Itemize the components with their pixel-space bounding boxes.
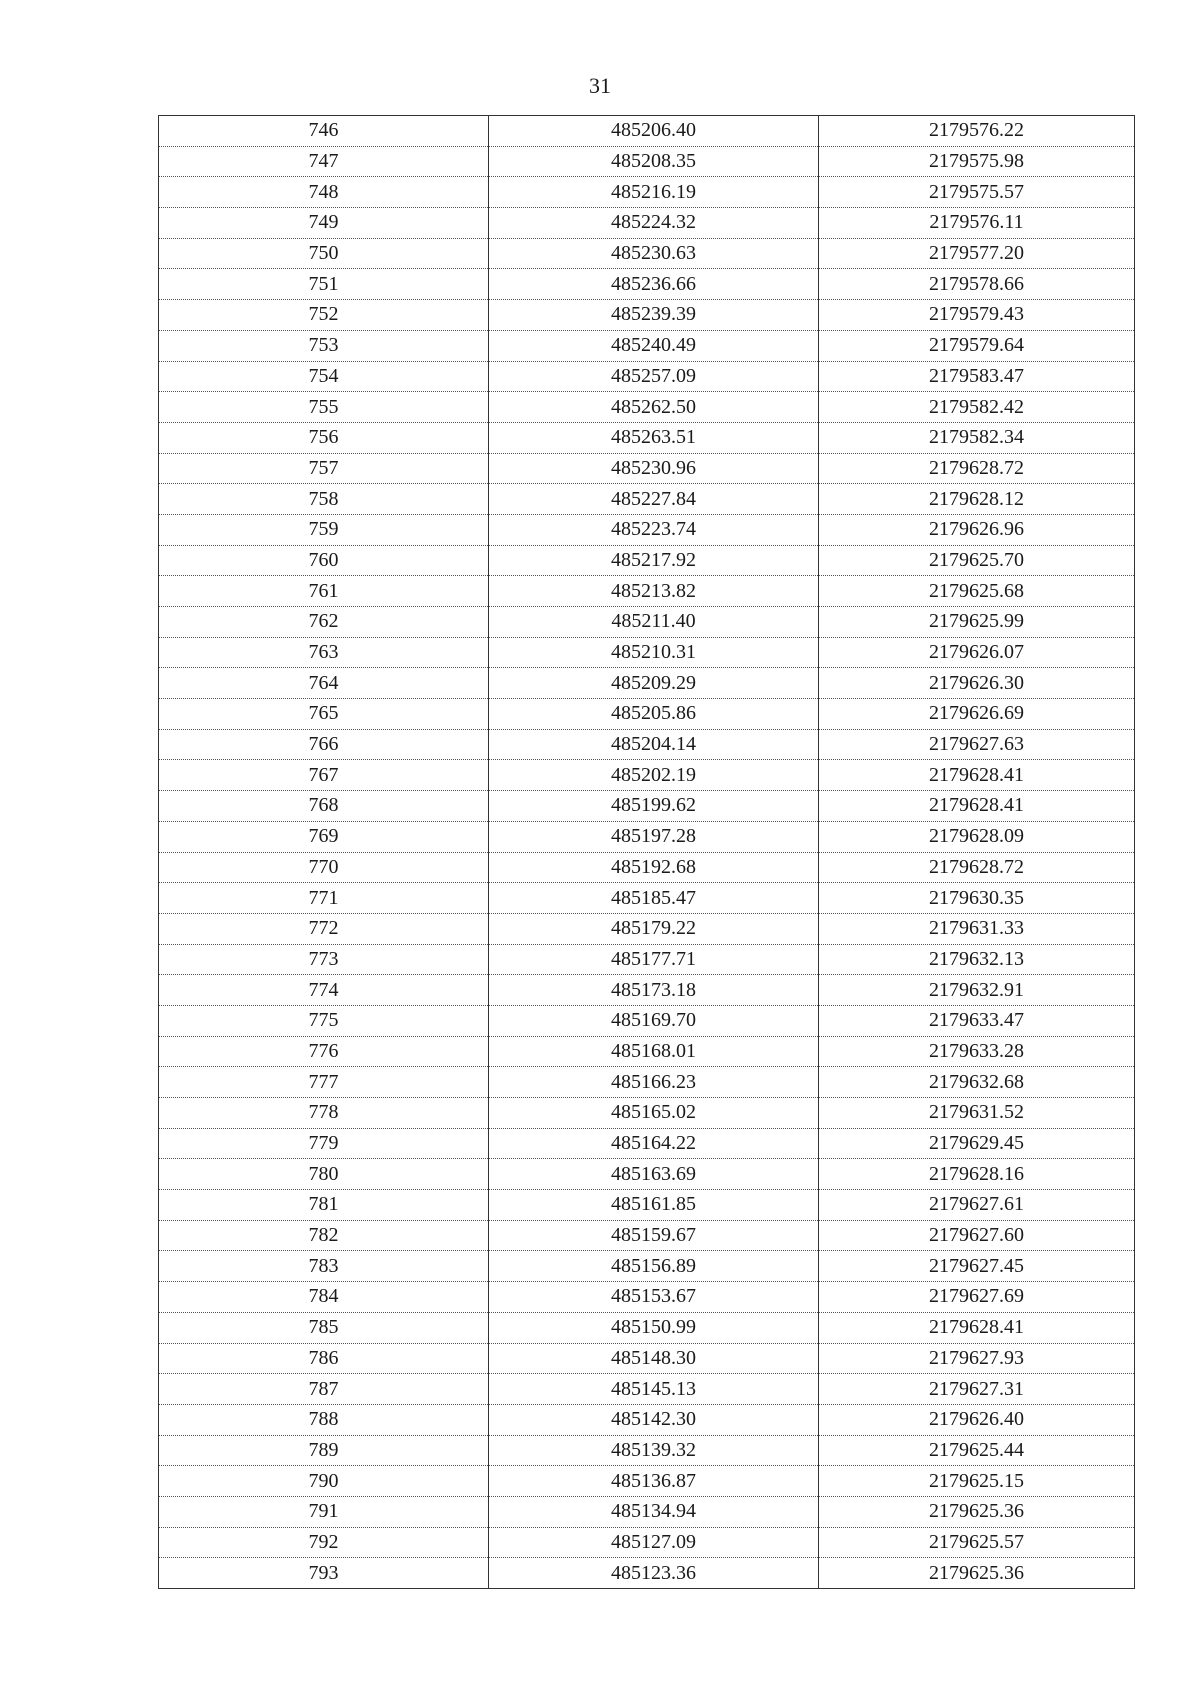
table-row xyxy=(159,330,1135,361)
table-row xyxy=(159,208,1135,239)
point-number-cell: 785 xyxy=(159,1312,489,1343)
x-coordinate-cell: 485150.99 xyxy=(489,1312,819,1343)
x-coordinate-cell: 485139.32 xyxy=(489,1435,819,1466)
point-number-cell: 756 xyxy=(159,422,489,453)
x-coordinate-cell: 485177.71 xyxy=(489,944,819,975)
y-coordinate-cell: 2179632.91 xyxy=(819,975,1135,1006)
y-coordinate-cell: 2179625.44 xyxy=(819,1435,1135,1466)
point-number-cell: 779 xyxy=(159,1128,489,1159)
x-coordinate-cell: 485127.09 xyxy=(489,1527,819,1558)
point-number-cell: 784 xyxy=(159,1282,489,1313)
table-row xyxy=(159,637,1135,668)
x-coordinate-cell: 485123.36 xyxy=(489,1558,819,1589)
x-coordinate-cell: 485263.51 xyxy=(489,422,819,453)
x-coordinate-cell: 485230.63 xyxy=(489,238,819,269)
point-number-cell: 786 xyxy=(159,1343,489,1374)
x-coordinate-cell: 485205.86 xyxy=(489,699,819,730)
table-row xyxy=(159,1527,1135,1558)
y-coordinate-cell: 2179628.09 xyxy=(819,821,1135,852)
y-coordinate-cell: 2179630.35 xyxy=(819,883,1135,914)
point-number-cell: 765 xyxy=(159,699,489,730)
point-number-cell: 764 xyxy=(159,668,489,699)
table-row xyxy=(159,361,1135,392)
table-row xyxy=(159,760,1135,791)
y-coordinate-cell: 2179582.42 xyxy=(819,392,1135,423)
coordinates-table xyxy=(158,115,1135,1589)
y-coordinate-cell: 2179626.30 xyxy=(819,668,1135,699)
point-number-cell: 763 xyxy=(159,637,489,668)
point-number-cell: 771 xyxy=(159,883,489,914)
x-coordinate-cell: 485153.67 xyxy=(489,1282,819,1313)
y-coordinate-cell: 2179627.61 xyxy=(819,1190,1135,1221)
table-row xyxy=(159,238,1135,269)
x-coordinate-cell: 485209.29 xyxy=(489,668,819,699)
table-row xyxy=(159,1036,1135,1067)
table-row xyxy=(159,576,1135,607)
point-number-cell: 775 xyxy=(159,1005,489,1036)
x-coordinate-cell: 485134.94 xyxy=(489,1496,819,1527)
x-coordinate-cell: 485165.02 xyxy=(489,1098,819,1129)
x-coordinate-cell: 485161.85 xyxy=(489,1190,819,1221)
point-number-cell: 760 xyxy=(159,545,489,576)
x-coordinate-cell: 485166.23 xyxy=(489,1067,819,1098)
x-coordinate-cell: 485185.47 xyxy=(489,883,819,914)
y-coordinate-cell: 2179628.12 xyxy=(819,484,1135,515)
point-number-cell: 767 xyxy=(159,760,489,791)
table-row xyxy=(159,300,1135,331)
y-coordinate-cell: 2179633.28 xyxy=(819,1036,1135,1067)
x-coordinate-cell: 485173.18 xyxy=(489,975,819,1006)
table-row xyxy=(159,514,1135,545)
x-coordinate-cell: 485164.22 xyxy=(489,1128,819,1159)
y-coordinate-cell: 2179628.41 xyxy=(819,791,1135,822)
table-row xyxy=(159,269,1135,300)
x-coordinate-cell: 485159.67 xyxy=(489,1220,819,1251)
y-coordinate-cell: 2179626.40 xyxy=(819,1404,1135,1435)
y-coordinate-cell: 2179625.15 xyxy=(819,1466,1135,1497)
y-coordinate-cell: 2179629.45 xyxy=(819,1128,1135,1159)
table-row xyxy=(159,1098,1135,1129)
y-coordinate-cell: 2179626.07 xyxy=(819,637,1135,668)
y-coordinate-cell: 2179628.41 xyxy=(819,760,1135,791)
x-coordinate-cell: 485148.30 xyxy=(489,1343,819,1374)
point-number-cell: 768 xyxy=(159,791,489,822)
table-row xyxy=(159,484,1135,515)
table-row xyxy=(159,852,1135,883)
x-coordinate-cell: 485136.87 xyxy=(489,1466,819,1497)
y-coordinate-cell: 2179575.98 xyxy=(819,146,1135,177)
table-row xyxy=(159,177,1135,208)
coordinates-table-body xyxy=(159,116,1135,1589)
table-row xyxy=(159,913,1135,944)
x-coordinate-cell: 485142.30 xyxy=(489,1404,819,1435)
x-coordinate-cell: 485192.68 xyxy=(489,852,819,883)
y-coordinate-cell: 2179626.96 xyxy=(819,514,1135,545)
table-row xyxy=(159,1466,1135,1497)
point-number-cell: 781 xyxy=(159,1190,489,1221)
point-number-cell: 755 xyxy=(159,392,489,423)
y-coordinate-cell: 2179628.72 xyxy=(819,453,1135,484)
page-number: 31 xyxy=(589,73,611,98)
point-number-cell: 776 xyxy=(159,1036,489,1067)
table-row xyxy=(159,1496,1135,1527)
point-number-cell: 774 xyxy=(159,975,489,1006)
y-coordinate-cell: 2179627.45 xyxy=(819,1251,1135,1282)
table-row xyxy=(159,1374,1135,1405)
table-row xyxy=(159,392,1135,423)
x-coordinate-cell: 485202.19 xyxy=(489,760,819,791)
point-number-cell: 788 xyxy=(159,1404,489,1435)
x-coordinate-cell: 485163.69 xyxy=(489,1159,819,1190)
point-number-cell: 746 xyxy=(159,116,489,147)
x-coordinate-cell: 485216.19 xyxy=(489,177,819,208)
table-row xyxy=(159,1312,1135,1343)
point-number-cell: 792 xyxy=(159,1527,489,1558)
table-row xyxy=(159,1558,1135,1589)
x-coordinate-cell: 485240.49 xyxy=(489,330,819,361)
table-row xyxy=(159,1404,1135,1435)
y-coordinate-cell: 2179578.66 xyxy=(819,269,1135,300)
x-coordinate-cell: 485257.09 xyxy=(489,361,819,392)
x-coordinate-cell: 485179.22 xyxy=(489,913,819,944)
table-row xyxy=(159,1190,1135,1221)
x-coordinate-cell: 485208.35 xyxy=(489,146,819,177)
y-coordinate-cell: 2179627.69 xyxy=(819,1282,1135,1313)
x-coordinate-cell: 485230.96 xyxy=(489,453,819,484)
y-coordinate-cell: 2179575.57 xyxy=(819,177,1135,208)
x-coordinate-cell: 485236.66 xyxy=(489,269,819,300)
table-row xyxy=(159,453,1135,484)
point-number-cell: 783 xyxy=(159,1251,489,1282)
y-coordinate-cell: 2179631.52 xyxy=(819,1098,1135,1129)
point-number-cell: 782 xyxy=(159,1220,489,1251)
x-coordinate-cell: 485197.28 xyxy=(489,821,819,852)
point-number-cell: 750 xyxy=(159,238,489,269)
table-row xyxy=(159,944,1135,975)
point-number-cell: 790 xyxy=(159,1466,489,1497)
y-coordinate-cell: 2179628.72 xyxy=(819,852,1135,883)
table-row xyxy=(159,1128,1135,1159)
x-coordinate-cell: 485168.01 xyxy=(489,1036,819,1067)
y-coordinate-cell: 2179632.13 xyxy=(819,944,1135,975)
x-coordinate-cell: 485211.40 xyxy=(489,607,819,638)
table-row xyxy=(159,1159,1135,1190)
table-row xyxy=(159,146,1135,177)
point-number-cell: 751 xyxy=(159,269,489,300)
point-number-cell: 787 xyxy=(159,1374,489,1405)
point-number-cell: 762 xyxy=(159,607,489,638)
y-coordinate-cell: 2179627.63 xyxy=(819,729,1135,760)
point-number-cell: 749 xyxy=(159,208,489,239)
point-number-cell: 748 xyxy=(159,177,489,208)
point-number-cell: 778 xyxy=(159,1098,489,1129)
x-coordinate-cell: 485239.39 xyxy=(489,300,819,331)
x-coordinate-cell: 485210.31 xyxy=(489,637,819,668)
y-coordinate-cell: 2179625.57 xyxy=(819,1527,1135,1558)
y-coordinate-cell: 2179579.64 xyxy=(819,330,1135,361)
point-number-cell: 758 xyxy=(159,484,489,515)
y-coordinate-cell: 2179627.93 xyxy=(819,1343,1135,1374)
point-number-cell: 752 xyxy=(159,300,489,331)
table-row xyxy=(159,1220,1135,1251)
y-coordinate-cell: 2179625.68 xyxy=(819,576,1135,607)
point-number-cell: 777 xyxy=(159,1067,489,1098)
y-coordinate-cell: 2179576.22 xyxy=(819,116,1135,147)
table-row xyxy=(159,545,1135,576)
x-coordinate-cell: 485224.32 xyxy=(489,208,819,239)
table-row xyxy=(159,1435,1135,1466)
x-coordinate-cell: 485223.74 xyxy=(489,514,819,545)
y-coordinate-cell: 2179582.34 xyxy=(819,422,1135,453)
point-number-cell: 766 xyxy=(159,729,489,760)
table-row xyxy=(159,821,1135,852)
y-coordinate-cell: 2179628.41 xyxy=(819,1312,1135,1343)
x-coordinate-cell: 485217.92 xyxy=(489,545,819,576)
point-number-cell: 770 xyxy=(159,852,489,883)
table-row xyxy=(159,729,1135,760)
y-coordinate-cell: 2179625.70 xyxy=(819,545,1135,576)
table-row xyxy=(159,699,1135,730)
y-coordinate-cell: 2179583.47 xyxy=(819,361,1135,392)
x-coordinate-cell: 485204.14 xyxy=(489,729,819,760)
point-number-cell: 754 xyxy=(159,361,489,392)
point-number-cell: 773 xyxy=(159,944,489,975)
y-coordinate-cell: 2179625.36 xyxy=(819,1496,1135,1527)
x-coordinate-cell: 485145.13 xyxy=(489,1374,819,1405)
table-row xyxy=(159,1251,1135,1282)
x-coordinate-cell: 485227.84 xyxy=(489,484,819,515)
x-coordinate-cell: 485213.82 xyxy=(489,576,819,607)
table-row xyxy=(159,607,1135,638)
y-coordinate-cell: 2179577.20 xyxy=(819,238,1135,269)
point-number-cell: 757 xyxy=(159,453,489,484)
x-coordinate-cell: 485262.50 xyxy=(489,392,819,423)
point-number-cell: 761 xyxy=(159,576,489,607)
table-row xyxy=(159,422,1135,453)
x-coordinate-cell: 485169.70 xyxy=(489,1005,819,1036)
table-row xyxy=(159,791,1135,822)
y-coordinate-cell: 2179576.11 xyxy=(819,208,1135,239)
point-number-cell: 753 xyxy=(159,330,489,361)
point-number-cell: 772 xyxy=(159,913,489,944)
table-row xyxy=(159,1005,1135,1036)
table-row xyxy=(159,883,1135,914)
y-coordinate-cell: 2179627.60 xyxy=(819,1220,1135,1251)
x-coordinate-cell: 485206.40 xyxy=(489,116,819,147)
y-coordinate-cell: 2179633.47 xyxy=(819,1005,1135,1036)
point-number-cell: 747 xyxy=(159,146,489,177)
point-number-cell: 759 xyxy=(159,514,489,545)
y-coordinate-cell: 2179632.68 xyxy=(819,1067,1135,1098)
table-row xyxy=(159,1282,1135,1313)
point-number-cell: 789 xyxy=(159,1435,489,1466)
y-coordinate-cell: 2179625.99 xyxy=(819,607,1135,638)
y-coordinate-cell: 2179579.43 xyxy=(819,300,1135,331)
y-coordinate-cell: 2179625.36 xyxy=(819,1558,1135,1589)
table-row xyxy=(159,1067,1135,1098)
table-row xyxy=(159,1343,1135,1374)
y-coordinate-cell: 2179631.33 xyxy=(819,913,1135,944)
y-coordinate-cell: 2179628.16 xyxy=(819,1159,1135,1190)
table-row xyxy=(159,116,1135,147)
x-coordinate-cell: 485199.62 xyxy=(489,791,819,822)
point-number-cell: 791 xyxy=(159,1496,489,1527)
x-coordinate-cell: 485156.89 xyxy=(489,1251,819,1282)
point-number-cell: 780 xyxy=(159,1159,489,1190)
y-coordinate-cell: 2179627.31 xyxy=(819,1374,1135,1405)
table-row xyxy=(159,668,1135,699)
point-number-cell: 793 xyxy=(159,1558,489,1589)
table-row xyxy=(159,975,1135,1006)
y-coordinate-cell: 2179626.69 xyxy=(819,699,1135,730)
point-number-cell: 769 xyxy=(159,821,489,852)
